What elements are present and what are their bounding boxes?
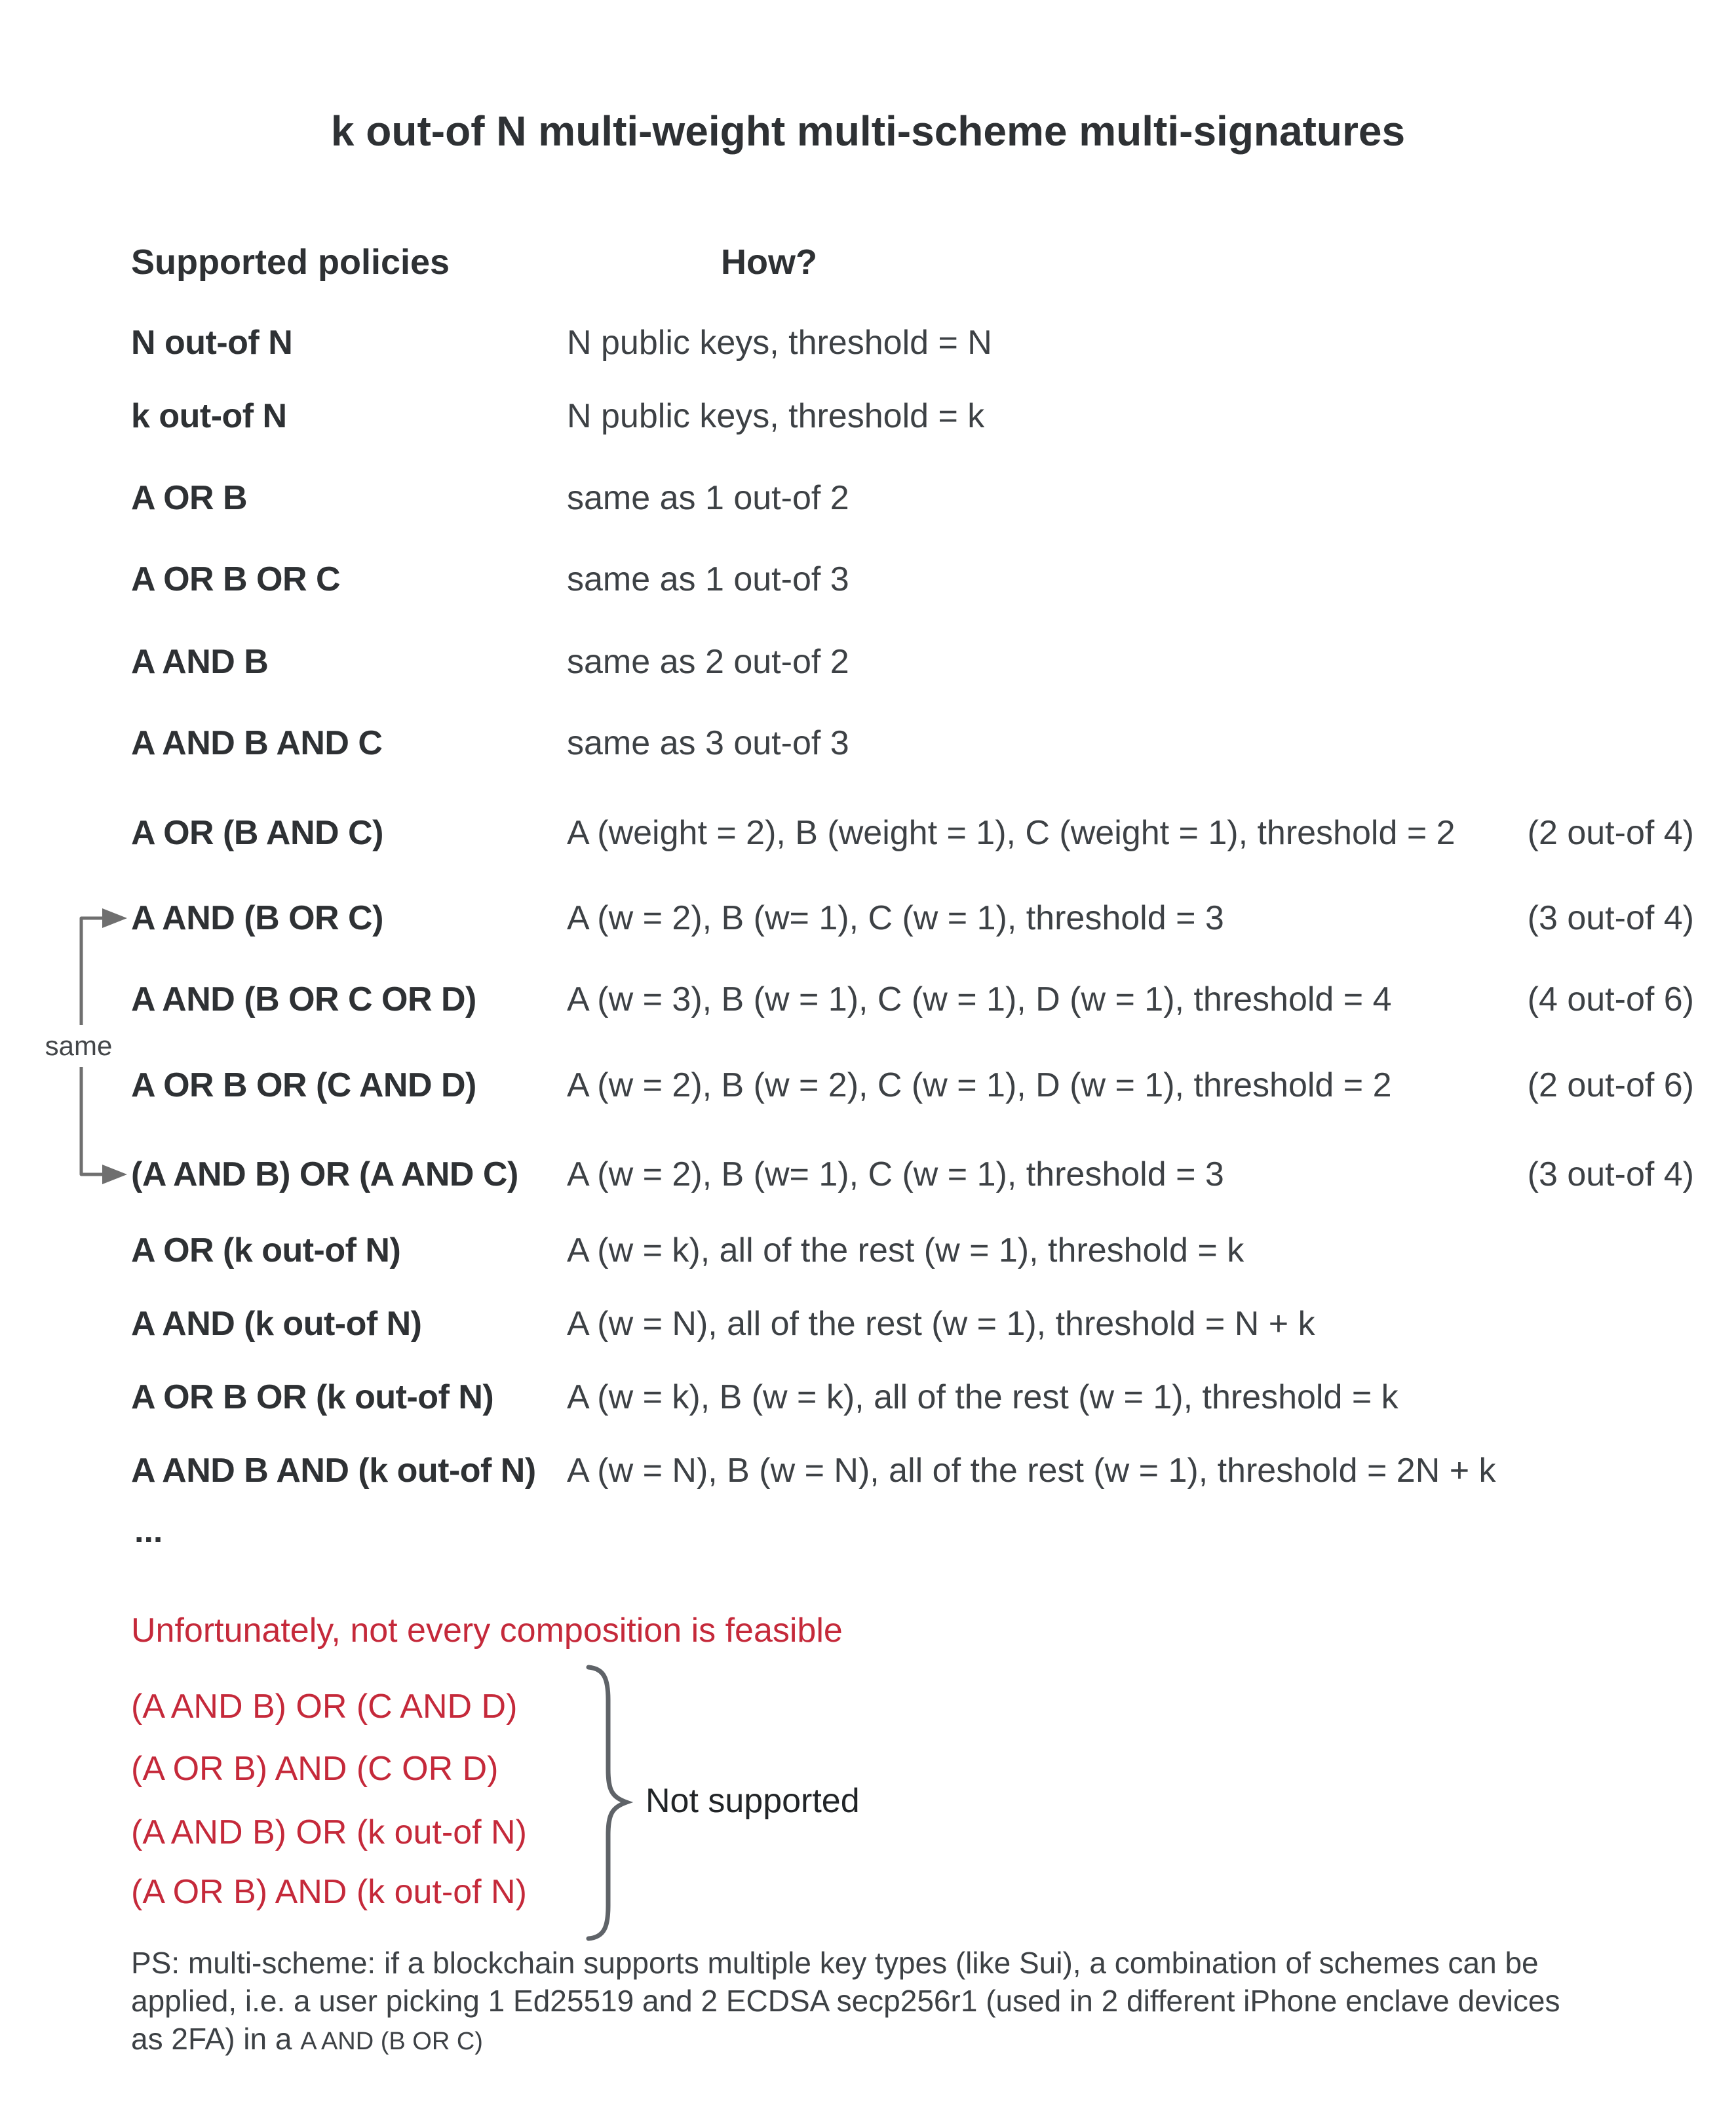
table-row [131, 319, 1694, 366]
table-row [131, 1227, 1694, 1274]
policy-label: A OR B [131, 479, 248, 517]
policy-label: k out-of N [131, 397, 287, 435]
table-row [131, 895, 1694, 942]
infeasible-item: (A OR B) AND (k out-of N) [131, 1873, 527, 1911]
policy-label: A AND (B OR C) [131, 899, 383, 937]
policy-label: A OR (B AND C) [131, 814, 383, 852]
column-header-supported-policies: Supported policies [131, 242, 450, 282]
policy-label: A AND B AND (k out-of N) [131, 1452, 536, 1490]
table-row [131, 474, 1694, 522]
policy-how: same as 3 out-of 3 [567, 724, 849, 762]
infeasible-item: (A OR B) AND (C OR D) [131, 1750, 499, 1788]
policy-how: A (w = 2), B (w= 1), C (w = 1), threshold = 3 [567, 1155, 1224, 1193]
policy-how: N public keys, threshold = N [567, 324, 992, 362]
table-row [131, 720, 1694, 767]
policy-label: A AND (k out-of N) [131, 1305, 422, 1343]
arrow-right-icon [102, 1165, 127, 1184]
same-annotation-label: same [33, 1025, 125, 1067]
policy-note: (4 out-of 6) [1527, 980, 1694, 1018]
policy-how: A (w = N), B (w = N), all of the rest (w = 1), threshold = 2N + k [567, 1452, 1496, 1490]
page-title: k out-of N multi-weight multi-scheme multi-signatures [330, 107, 1406, 155]
table-row [131, 1447, 1694, 1494]
table-row [131, 638, 1694, 686]
policy-how: same as 1 out-of 2 [567, 479, 849, 517]
policy-label: A AND B AND C [131, 724, 383, 762]
policy-how: A (weight = 2), B (weight = 1), C (weight = 1), threshold = 2 [567, 814, 1456, 852]
infeasible-heading: Unfortunately, not every composition is feasible [131, 1612, 843, 1650]
infeasible-item: (A AND B) OR (C AND D) [131, 1688, 518, 1726]
table-row [131, 556, 1694, 603]
table-row [131, 1374, 1694, 1421]
policy-how: A (w = 2), B (w= 1), C (w = 1), threshold = 3 [567, 899, 1224, 937]
policy-how: A (w = 2), B (w = 2), C (w = 1), D (w = 1), threshold = 2 [567, 1066, 1392, 1104]
arrow-right-icon [102, 908, 127, 928]
policy-how: A (w = 3), B (w = 1), C (w = 1), D (w = 1), threshold = 4 [567, 980, 1392, 1018]
curly-brace-icon [588, 1667, 627, 1939]
policy-note: (2 out-of 4) [1527, 814, 1694, 852]
table-row [131, 393, 1694, 440]
policy-how: same as 2 out-of 2 [567, 643, 849, 681]
table-row [131, 976, 1694, 1023]
policy-how: N public keys, threshold = k [567, 397, 985, 435]
policy-label: A AND B [131, 643, 269, 681]
ps-formula: A AND (B OR C) [300, 2028, 483, 2055]
ps-note [131, 1944, 1560, 2060]
table-row [131, 1062, 1694, 1109]
table-row [131, 809, 1694, 857]
table-row [131, 1151, 1694, 1198]
not-supported-label: Not supported [646, 1782, 860, 1820]
policy-label: A OR B OR (k out-of N) [131, 1378, 494, 1416]
column-header-how: How? [721, 242, 817, 282]
policy-how: A (w = k), all of the rest (w = 1), threshold = k [567, 1231, 1244, 1269]
ps-line-1: PS: multi-scheme: if a blockchain supports multiple key types (like Sui), a combination of schemes can be [131, 1946, 1539, 1980]
ps-line-2: applied, i.e. a user picking 1 Ed25519 and 2 ECDSA secp256r1 (used in 2 different iPhone enclave devices [131, 1984, 1560, 2018]
policy-how: A (w = N), all of the rest (w = 1), threshold = N + k [567, 1305, 1315, 1343]
table-row [131, 1300, 1694, 1347]
policy-note: (2 out-of 6) [1527, 1066, 1694, 1104]
policy-label: A OR (k out-of N) [131, 1231, 401, 1269]
policy-how: A (w = k), B (w = k), all of the rest (w = 1), threshold = k [567, 1378, 1398, 1416]
ellipsis-row: ... [134, 1512, 163, 1550]
ps-line-3-prefix: as 2FA) in a [131, 2022, 301, 2056]
policy-label: A OR B OR C [131, 560, 341, 598]
policy-label: A AND (B OR C OR D) [131, 980, 476, 1018]
policy-how: same as 1 out-of 3 [567, 560, 849, 598]
ps-line-3 [131, 2020, 1560, 2060]
policy-note: (3 out-of 4) [1527, 899, 1694, 937]
policy-note: (3 out-of 4) [1527, 1155, 1694, 1193]
policy-label: (A AND B) OR (A AND C) [131, 1155, 518, 1193]
policy-label: A OR B OR (C AND D) [131, 1066, 476, 1104]
infeasible-item: (A AND B) OR (k out-of N) [131, 1813, 527, 1851]
policy-label: N out-of N [131, 324, 293, 362]
